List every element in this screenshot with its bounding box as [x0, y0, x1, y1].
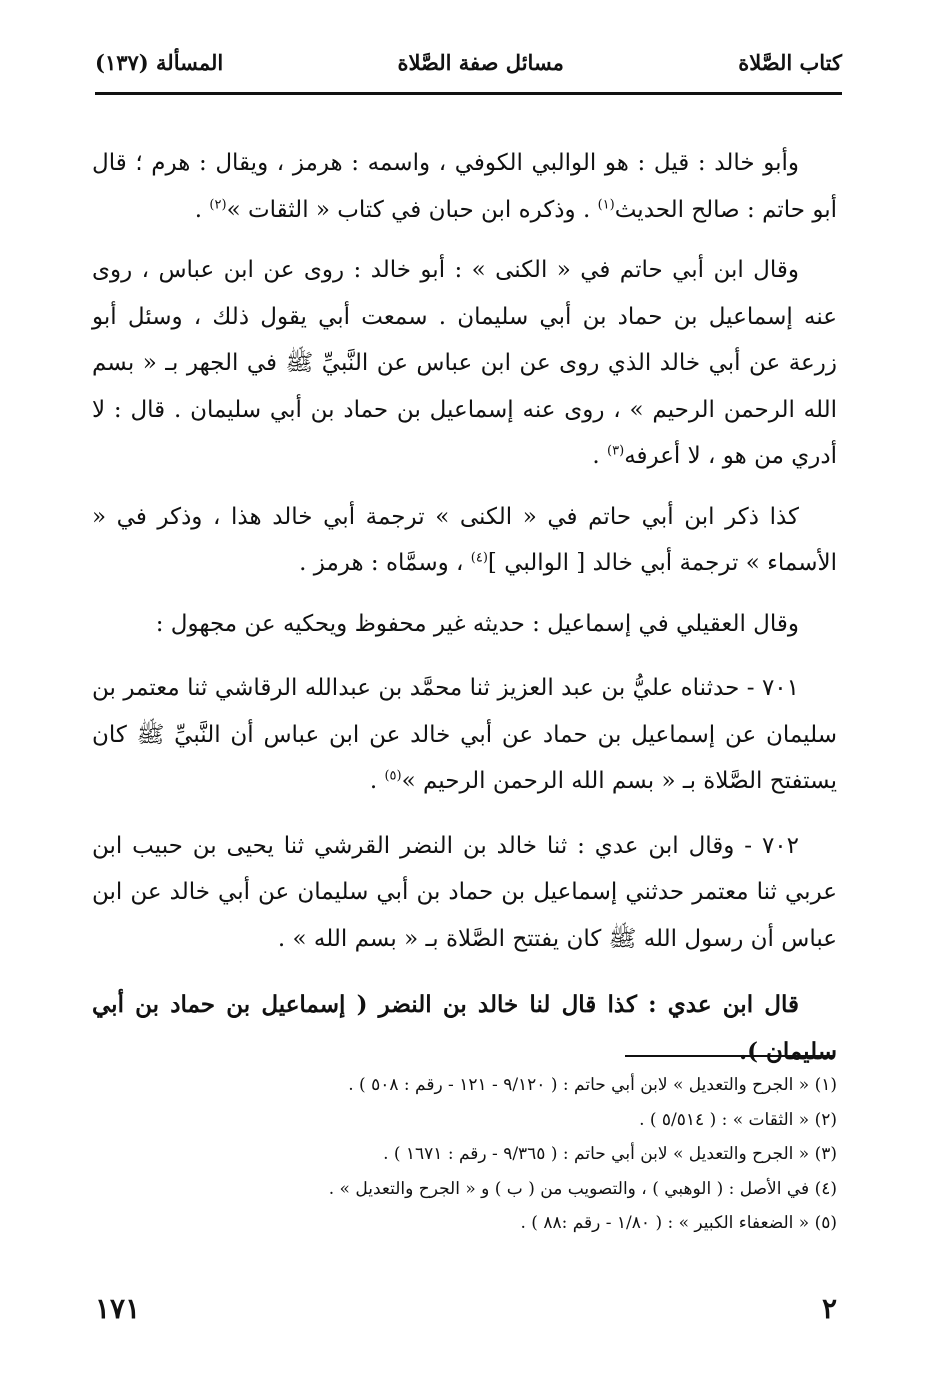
- paragraph-text: ، وسمَّاه : هرمز .: [299, 550, 471, 576]
- paragraph-text: ٧٠٢ - وقال ابن عدي : ثنا خالد بن النضر القرشي ثنا يحيى بن حبيب ابن عربي ثنا معتمر حدثني إسماعيل بن حماد بن أبي سليمان عن أبي خالد عن ابن عباس أن رسول الله ﷺ كان يفتتح الصَّلاة بـ « بسم الله » .: [92, 832, 837, 952]
- footnote-ref: (٤): [470, 550, 488, 566]
- paragraph-text: وقال ابن أبي حاتم في « الكنى » : أبو خالد : روى عن ابن عباس ، روى عنه إسماعيل بن حماد بن أبي سليمان . سمعت أبي يقول ذلك ، وسئل أبو زرعة عن أبي خالد الذي روى عن ابن عباس عن النَّبيِّ ﷺ في الجهر بـ « بسم الله الرحمن الرحيم » ، روى عنه إسماعيل بن حماد بن أبي سليمان . قال : لا أدري من هو ، لا أعرفه: [92, 257, 837, 469]
- running-header: [95, 44, 842, 80]
- paragraph-7: [92, 982, 837, 1075]
- footnote-rule: [625, 1055, 833, 1057]
- paragraph-3: [92, 494, 837, 587]
- header-rule: [95, 92, 842, 95]
- hadith-701: [92, 665, 837, 805]
- paragraph-1: [92, 140, 837, 233]
- footnote-4: (٤) في الأصل : ( الوهبي ) ، والتصويب من ( ب ) و « الجرح والتعديل » .: [328, 1178, 837, 1199]
- paragraph-text: .: [194, 196, 210, 223]
- footnote-ref: (٥): [384, 768, 402, 784]
- paragraph-text: وقال العقيلي في إسماعيل : حديثه غير محفوظ ويحكيه عن مجهول :: [155, 610, 799, 637]
- header-chapter-title: مسائل صفة الصَّلاة: [397, 49, 564, 75]
- paragraph-text: .: [369, 768, 385, 794]
- page-footer: [95, 1288, 837, 1328]
- footnote-2: (٢) « الثقات » : ( ٥/٥١٤ ) .: [639, 1109, 837, 1130]
- paragraph-text: قال ابن عدي : كذا قال لنا خالد بن النضر ( إسماعيل بن حماد بن أبي سليمان ).: [92, 991, 837, 1065]
- hadith-702: [92, 823, 837, 963]
- paragraph-text: كذا ذكر ابن أبي حاتم في « الكنى » ترجمة أبي خالد هذا ، وذكر في « الأسماء » ترجمة أبي خالد [ الوالبي ]: [92, 503, 837, 576]
- footnote-ref: (١): [597, 196, 615, 212]
- footnotes: [130, 1068, 837, 1241]
- paragraph-text: ٧٠١ - حدثناه عليُّ بن عبد العزيز ثنا محمَّد بن عبدالله الرقاشي ثنا معتمر بن سليمان عن إسماعيل بن حماد عن أبي خالد عن ابن عباس أن النَّبيِّ ﷺ كان يستفتح الصَّلاة بـ « بسم الله الرحمن الرحيم »: [92, 675, 837, 794]
- paragraph-2: [92, 247, 837, 480]
- footnote-ref: (٣): [607, 443, 625, 459]
- volume-number: ٢: [821, 1291, 837, 1325]
- paragraph-text: وأبو خالد : قيل : هو الوالبي الكوفي ، واسمه : هرمز ، ويقال : هرم ؛ قال أبو حاتم : صالح الحديث: [92, 150, 837, 223]
- footnote-5: (٥) « الضعفاء الكبير » : ( ١/٨٠ - رقم :٨٨ ) .: [520, 1213, 837, 1233]
- page-number: ١٧١: [95, 1291, 141, 1325]
- footnote-3: (٣) « الجرح والتعديل » لابن أبي حاتم : ( ٩/٣٦٥ - رقم : ١٦٧١ ) .: [383, 1144, 837, 1164]
- header-issue-number: المسألة (١٣٧): [95, 49, 224, 75]
- paragraph-text: . وذكره ابن حبان في كتاب « الثقات »: [226, 196, 598, 223]
- header-book-title: كتاب الصَّلاة: [738, 49, 842, 75]
- footnote-1: (١) « الجرح والتعديل » لابن أبي حاتم : ( ٩/١٢٠ - ١٢١ - رقم : ٥٠٨ ) .: [348, 1075, 837, 1095]
- paragraph-text: .: [592, 443, 608, 469]
- footnote-ref: (٢): [209, 196, 227, 212]
- main-text: [92, 140, 837, 1089]
- paragraph-4: [92, 601, 837, 648]
